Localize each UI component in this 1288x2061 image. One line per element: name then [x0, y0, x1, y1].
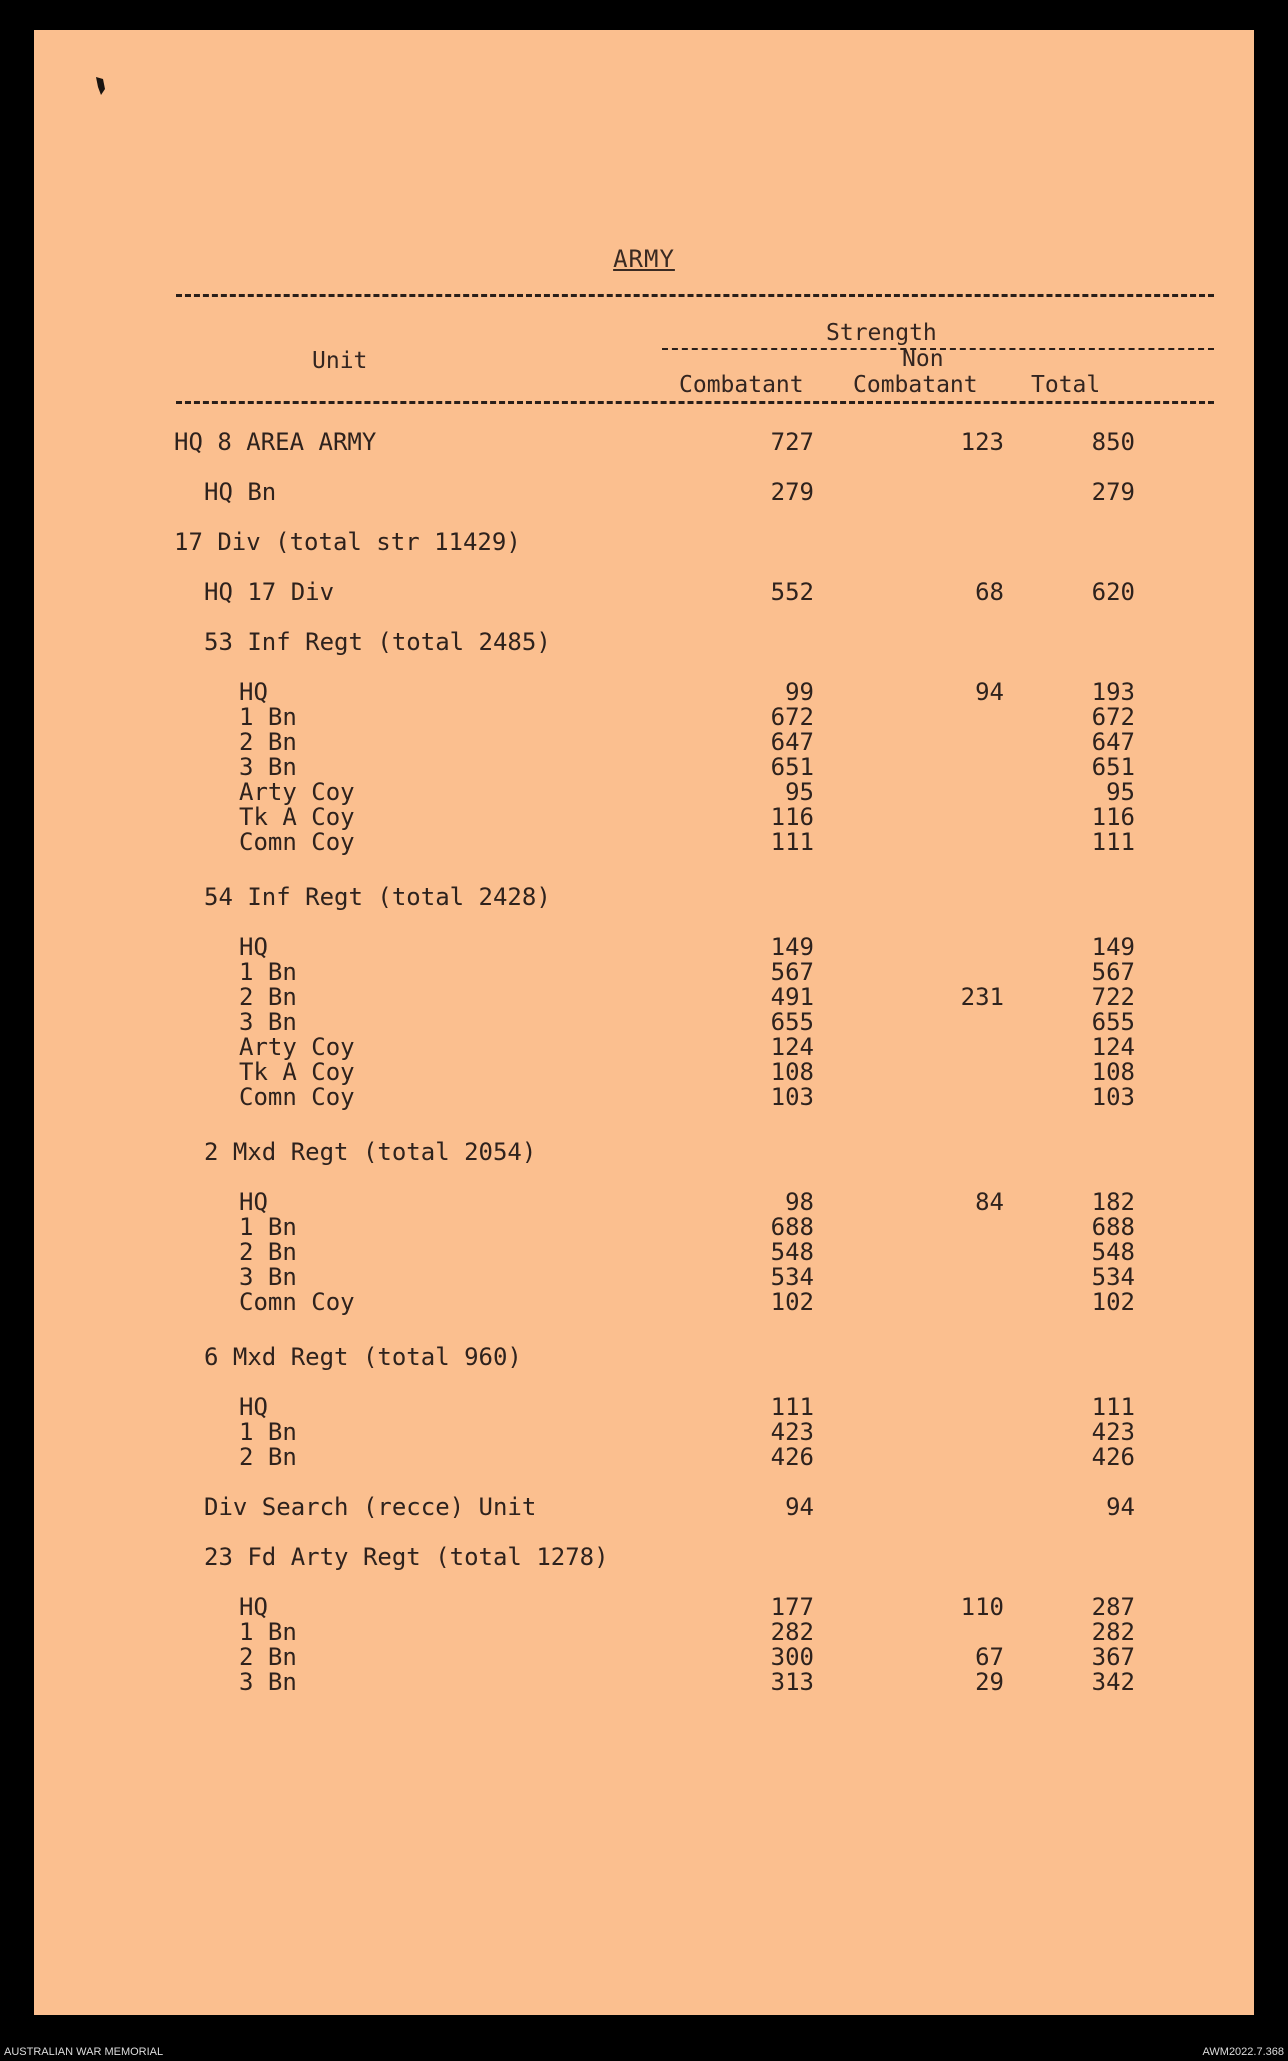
unit-cell: 2 Bn: [239, 728, 297, 756]
combatant-cell: 111: [770, 828, 814, 856]
table-row: [34, 1138, 1254, 1164]
table-row: [34, 1188, 1254, 1214]
table-row: [34, 528, 1254, 554]
combatant-cell: 655: [770, 1008, 814, 1036]
unit-cell: 2 Bn: [239, 1443, 297, 1471]
unit-cell: HQ Bn: [204, 478, 277, 506]
unit-cell: Div Search (recce) Unit: [204, 1493, 537, 1521]
total-cell: 182: [1091, 1188, 1135, 1216]
total-cell: 647: [1091, 728, 1135, 756]
combatant-cell: 548: [770, 1238, 814, 1266]
table-row: [34, 1033, 1254, 1059]
unit-cell: HQ 17 Div: [204, 578, 335, 606]
non-combatant-cell: 84: [975, 1188, 1004, 1216]
total-cell: 95: [1106, 778, 1135, 806]
total-cell: 116: [1091, 803, 1135, 831]
unit-cell: 2 Mxd Regt (total 2054): [204, 1138, 537, 1166]
combatant-cell: 177: [770, 1593, 814, 1621]
strength-table: [34, 30, 1254, 2015]
combatant-cell: 116: [770, 803, 814, 831]
total-cell: 94: [1106, 1493, 1135, 1521]
table-row: [34, 1213, 1254, 1239]
unit-cell: 3 Bn: [239, 1008, 297, 1036]
total-cell: 688: [1091, 1213, 1135, 1241]
combatant-cell: 99: [785, 678, 814, 706]
combatant-cell: 313: [770, 1668, 814, 1696]
total-cell: 108: [1091, 1058, 1135, 1086]
unit-cell: 1 Bn: [239, 1418, 297, 1446]
unit-cell: 3 Bn: [239, 753, 297, 781]
table-row: [34, 753, 1254, 779]
combatant-cell: 491: [770, 983, 814, 1011]
combatant-cell: 124: [770, 1033, 814, 1061]
table-row: [34, 1288, 1254, 1314]
table-row: [34, 1058, 1254, 1084]
table-row: [34, 1393, 1254, 1419]
table-row: [34, 828, 1254, 854]
unit-cell: 23 Fd Arty Regt (total 1278): [204, 1543, 609, 1571]
combatant-cell: 688: [770, 1213, 814, 1241]
combatant-cell: 95: [785, 778, 814, 806]
combatant-cell: 647: [770, 728, 814, 756]
unit-cell: 1 Bn: [239, 1618, 297, 1646]
table-row: [34, 1418, 1254, 1444]
table-row: [34, 1008, 1254, 1034]
combatant-cell: 94: [785, 1493, 814, 1521]
table-row: [34, 728, 1254, 754]
unit-cell: 2 Bn: [239, 1238, 297, 1266]
total-cell: 672: [1091, 703, 1135, 731]
combatant-cell: 282: [770, 1618, 814, 1646]
table-row: [34, 1543, 1254, 1569]
table-row: [34, 983, 1254, 1009]
footer-left: AUSTRALIAN WAR MEMORIAL: [4, 2046, 164, 2058]
header-non: Non: [902, 346, 944, 372]
total-cell: 567: [1091, 958, 1135, 986]
footer-right: AWM2022.7.368: [1202, 2046, 1284, 2058]
combatant-cell: 727: [770, 428, 814, 456]
table-row: [34, 1343, 1254, 1369]
unit-cell: 1 Bn: [239, 1213, 297, 1241]
unit-cell: 53 Inf Regt (total 2485): [204, 628, 551, 656]
total-cell: 149: [1091, 933, 1135, 961]
table-row: [34, 1443, 1254, 1469]
page-title: ARMY: [613, 245, 675, 273]
unit-cell: Tk A Coy: [239, 1058, 355, 1086]
total-cell: 367: [1091, 1643, 1135, 1671]
combatant-cell: 111: [770, 1393, 814, 1421]
total-cell: 111: [1091, 1393, 1135, 1421]
unit-cell: HQ: [239, 1188, 268, 1216]
table-row: [34, 703, 1254, 729]
unit-cell: 54 Inf Regt (total 2428): [204, 883, 551, 911]
table-row: [34, 883, 1254, 909]
unit-cell: 17 Div (total str 11429): [174, 528, 521, 556]
total-cell: 651: [1091, 753, 1135, 781]
total-cell: 102: [1091, 1288, 1135, 1316]
total-cell: 722: [1091, 983, 1135, 1011]
table-row: [34, 958, 1254, 984]
non-combatant-cell: 94: [975, 678, 1004, 706]
total-cell: 287: [1091, 1593, 1135, 1621]
total-cell: 423: [1091, 1418, 1135, 1446]
total-cell: 193: [1091, 678, 1135, 706]
table-row: [34, 628, 1254, 654]
combatant-cell: 552: [770, 578, 814, 606]
header-unit: Unit: [312, 348, 368, 374]
document-page: [34, 30, 1254, 2015]
total-cell: 124: [1091, 1033, 1135, 1061]
total-cell: 282: [1091, 1618, 1135, 1646]
unit-cell: Arty Coy: [239, 778, 355, 806]
table-row: [34, 678, 1254, 704]
table-row: [34, 1668, 1254, 1694]
combatant-cell: 108: [770, 1058, 814, 1086]
non-combatant-cell: 231: [960, 983, 1004, 1011]
total-cell: 620: [1091, 578, 1135, 606]
combatant-cell: 672: [770, 703, 814, 731]
total-cell: 655: [1091, 1008, 1135, 1036]
unit-cell: HQ: [239, 678, 268, 706]
table-row: [34, 428, 1254, 454]
header-combatant: Combatant: [679, 372, 804, 398]
combatant-cell: 149: [770, 933, 814, 961]
combatant-cell: 279: [770, 478, 814, 506]
non-combatant-cell: 68: [975, 578, 1004, 606]
total-cell: 103: [1091, 1083, 1135, 1111]
combatant-cell: 534: [770, 1263, 814, 1291]
table-row: [34, 478, 1254, 504]
non-combatant-cell: 123: [960, 428, 1004, 456]
table-row: [34, 1618, 1254, 1644]
unit-cell: 1 Bn: [239, 703, 297, 731]
table-row: [34, 578, 1254, 604]
unit-cell: Comn Coy: [239, 1288, 355, 1316]
unit-cell: 2 Bn: [239, 983, 297, 1011]
non-combatant-cell: 67: [975, 1643, 1004, 1671]
unit-cell: HQ: [239, 1393, 268, 1421]
non-combatant-cell: 29: [975, 1668, 1004, 1696]
unit-cell: Comn Coy: [239, 828, 355, 856]
unit-cell: HQ: [239, 933, 268, 961]
header-strength: Strength: [826, 320, 937, 346]
total-cell: 111: [1091, 828, 1135, 856]
unit-cell: 1 Bn: [239, 958, 297, 986]
unit-cell: 6 Mxd Regt (total 960): [204, 1343, 522, 1371]
table-row: [34, 1083, 1254, 1109]
unit-cell: Arty Coy: [239, 1033, 355, 1061]
total-cell: 548: [1091, 1238, 1135, 1266]
unit-cell: Tk A Coy: [239, 803, 355, 831]
unit-cell: Comn Coy: [239, 1083, 355, 1111]
total-cell: 534: [1091, 1263, 1135, 1291]
total-cell: 426: [1091, 1443, 1135, 1471]
combatant-cell: 300: [770, 1643, 814, 1671]
table-row: [34, 778, 1254, 804]
table-row: [34, 933, 1254, 959]
unit-cell: HQ 8 AREA ARMY: [174, 428, 377, 456]
table-row: [34, 1643, 1254, 1669]
unit-cell: 3 Bn: [239, 1668, 297, 1696]
total-cell: 850: [1091, 428, 1135, 456]
unit-cell: HQ: [239, 1593, 268, 1621]
table-row: [34, 1593, 1254, 1619]
table-row: [34, 1493, 1254, 1519]
unit-cell: 3 Bn: [239, 1263, 297, 1291]
table-row: [34, 1238, 1254, 1264]
combatant-cell: 98: [785, 1188, 814, 1216]
combatant-cell: 423: [770, 1418, 814, 1446]
header-total: Total: [1031, 372, 1101, 398]
combatant-cell: 102: [770, 1288, 814, 1316]
combatant-cell: 103: [770, 1083, 814, 1111]
table-row: [34, 1263, 1254, 1289]
total-cell: 279: [1091, 478, 1135, 506]
combatant-cell: 426: [770, 1443, 814, 1471]
unit-cell: 2 Bn: [239, 1643, 297, 1671]
combatant-cell: 651: [770, 753, 814, 781]
table-row: [34, 803, 1254, 829]
non-combatant-cell: 110: [960, 1593, 1004, 1621]
total-cell: 342: [1091, 1668, 1135, 1696]
header-non-combatant: Combatant: [853, 372, 978, 398]
combatant-cell: 567: [770, 958, 814, 986]
